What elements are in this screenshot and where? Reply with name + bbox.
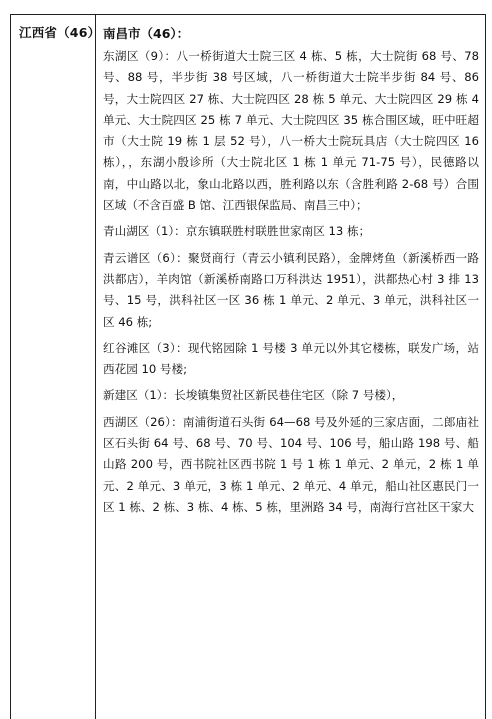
district-qingshanhu: 青山湖区（1）：京东镇联胜村联胜世家南区 13 栋；: [103, 224, 371, 239]
column-divider: [95, 15, 96, 719]
district-xihu: 西湖区（26）：南浦街道石头街 64—68 号及外延的三家店面，二郎庙社区石头街 64 号、68 号、70 号、104 号、106 号，船山路 198 号、船山路 200 号，西书院社区西书院 1 号 1 栋 1 单元、2 单元，2 栋 1 单元、2 单元、3 单元，3 栋 1 单元、2 单元、4 单元，船山社区惠民门一区 1 栋、2 栋、3 栋、4 栋、5 栋，里洲路 34 号，南海行宫社区干家大: [103, 414, 479, 514]
district-dongqu: 东湖区（9）：八一桥街道大士院三区 4 栋、5 栋，大士院街 68 号、78 号、88 号，半步街 38 号区域，八一桥街道大士院半步街 84 号、86 号，大士院四区 27 栋、大士院四区 28 栋 5 单元、大士院四区 29 栋 4 单元、大士院四区 25 栋 7 单元、大士院四区 35 栋合围区域，旺中旺超市（大士院 19 栋 1 层 52 号），八一桥大士院玩具店（大士院四区 16 栋），，东湖小殷诊所（大士院北区 1 栋 1 单元 71-75 号），民德路以南，中山路以北，象山北路以西，胜利路以东（含胜利路 2-68 号）合围区域（不含百盛 B 馆、江西银保监局、南昌三中）；: [103, 49, 479, 213]
district-xinjian: 新建区（1）：长埈镇集贸社区新民巷住宅区（除 7 号楼），: [103, 388, 404, 403]
province-cell: 江西省（46）: [19, 25, 101, 40]
content-cell: [103, 23, 479, 518]
table-frame: [10, 14, 486, 719]
district-qingyunpu: 青云谱区（6）：聚贤商行（青云小镇利民路），金牌烤鱼（新溪桥西一路洪都店），羊肉馆（新溪桥南路口万科洪达 1951），洪都热心村 3 排 13 号、15 号，洪科社区一区 36 栋 1 单元、2 单元、3 单元，洪科社区一区 46 栋;: [103, 250, 479, 329]
city-heading: 南昌市（46）：: [103, 26, 190, 41]
district-honggutan: 红谷滩区（3）：现代铭园除 1 号楼 3 单元以外其它楼栋，联发广场，站西花园 10 号楼;: [103, 340, 479, 377]
